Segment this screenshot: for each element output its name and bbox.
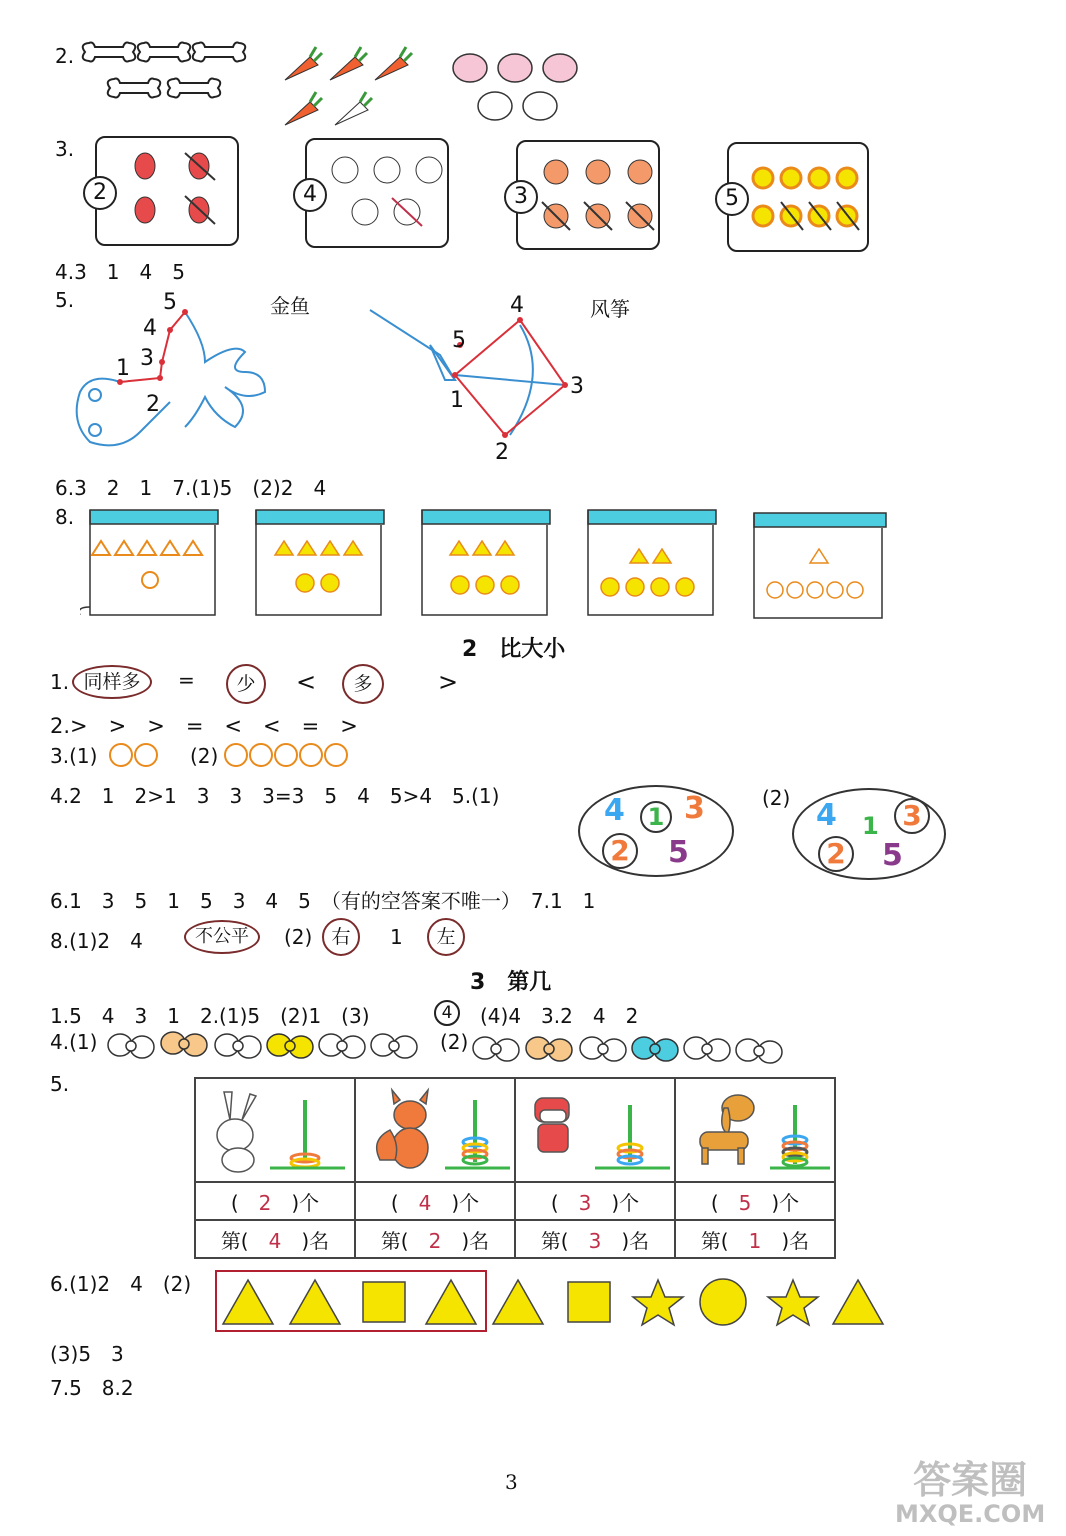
fox-cell <box>355 1078 515 1182</box>
s3-l4-a: 4.(1) <box>50 1030 98 1054</box>
s2-l1-prefix: 1. <box>50 670 70 694</box>
circled-number: 5 <box>715 182 749 216</box>
kite-dot-drawing <box>360 290 600 450</box>
watermark-bottom: MXQE.COM <box>895 1500 1046 1528</box>
sunflowers-icon <box>749 158 867 243</box>
count-cell-dog: ( 5 )个 <box>675 1182 835 1220</box>
count-cell-cow: ( 3 )个 <box>515 1182 675 1220</box>
s2-l6: 6.1 3 5 1 5 3 4 5 （有的空答案不唯一） 7.1 1 <box>50 889 596 913</box>
s2-l3-a: 3.(1) <box>50 744 98 768</box>
shapes-row <box>218 1272 888 1332</box>
rank-cell-rabbit: 第( 4 )名 <box>195 1220 355 1258</box>
circles-group-1 <box>108 742 163 768</box>
kite-num-5: 5 <box>452 328 466 353</box>
q2-label: 2. <box>55 44 75 68</box>
oval2-num-e: 5 <box>882 838 903 873</box>
s2-l2: 2.> > > = < < = > <box>50 714 358 738</box>
goldfish-num-1: 1 <box>116 356 130 381</box>
s2-l5-2: (2) <box>762 786 791 810</box>
section3-title: 3 第几 <box>470 970 552 995</box>
ring-toss-table <box>194 1077 836 1259</box>
section2-title: 2 比大小 <box>462 637 566 662</box>
kite-num-2: 2 <box>495 440 509 465</box>
peaches-illustration <box>450 48 590 128</box>
q6-7-answer: 6.3 2 1 7.(1)5 (2)2 4 <box>55 476 327 500</box>
oval2-num-d: 2 <box>818 836 854 872</box>
count-cell-rabbit: ( 2 )个 <box>195 1182 355 1220</box>
oval1-num-e: 5 <box>668 835 689 870</box>
flower-box-3 <box>516 140 660 250</box>
goldfish-label: 金鱼 <box>270 294 310 318</box>
circles-group-2 <box>223 742 353 768</box>
rank-cell-cow: 第( 3 )名 <box>515 1220 675 1258</box>
goldfish-num-5: 5 <box>163 290 177 315</box>
s3-l4-b: (2) <box>440 1030 469 1054</box>
circled-number: 4 <box>293 178 327 212</box>
bows-row-2 <box>470 1028 790 1068</box>
q4-answer: 4.3 1 4 5 <box>55 260 185 284</box>
count-cell-fox: ( 4 )个 <box>355 1182 515 1220</box>
carrots-illustration <box>280 45 420 130</box>
morning-glory-icon <box>327 150 447 235</box>
circled-number: 3 <box>504 180 538 214</box>
s2-l8-a: 8.(1)2 4 <box>50 929 143 953</box>
s3-l6-c: (3)5 3 <box>50 1342 124 1366</box>
s2-l4: 4.2 1 2>1 3 3 3=3 5 4 5>4 5.(1) <box>50 784 500 808</box>
oval-word-zuo: 左 <box>427 918 465 956</box>
q5-label: 5. <box>55 288 75 312</box>
rabbit-icon <box>200 1080 350 1176</box>
kite-num-4: 4 <box>510 293 524 318</box>
bows-row-1 <box>105 1025 425 1065</box>
kite-num-3: 3 <box>570 374 584 399</box>
s2-l3-b: (2) <box>190 744 219 768</box>
number-oval-1 <box>578 785 734 877</box>
goldfish-num-4: 4 <box>143 316 157 341</box>
s3-l6-a: 6.(1)2 4 (2) <box>50 1272 192 1296</box>
dog-icon <box>680 1080 830 1176</box>
s3-circled-4: 4 <box>434 1000 460 1026</box>
q3-label: 3. <box>55 137 75 161</box>
oval-word-bugongping: 不公平 <box>184 920 260 954</box>
flower-box-2 <box>305 138 449 248</box>
plum-blossoms-icon <box>538 154 658 239</box>
cow-cell <box>515 1078 675 1182</box>
oval1-num-d: 2 <box>602 833 638 869</box>
oval-word-duo: 多 <box>342 664 384 704</box>
kite-label: 风筝 <box>590 297 630 321</box>
s2-l8-b: (2) <box>284 925 313 949</box>
page-number: 3 <box>505 1470 518 1494</box>
watermark-top: 答案圈 <box>913 1458 1028 1502</box>
rabbit-cell <box>195 1078 355 1182</box>
oval1-num-a: 4 <box>604 793 625 828</box>
flower-box-1 <box>95 136 239 246</box>
fox-icon <box>360 1080 510 1176</box>
oval1-num-c: 3 <box>684 791 705 826</box>
oval1-num-b: 1 <box>640 801 672 833</box>
flower-box-4 <box>727 142 869 252</box>
watermark <box>895 1460 1045 1528</box>
oval-word-you: 右 <box>322 918 360 956</box>
oval2-num-c: 3 <box>894 798 930 834</box>
cow-icon <box>520 1080 670 1176</box>
goldfish-num-3: 3 <box>140 346 154 371</box>
s2-l1-sym-2: < <box>296 668 317 696</box>
s3-l1-b: (4)4 3.2 4 2 <box>480 1004 639 1028</box>
circled-number: 2 <box>83 176 117 210</box>
rank-cell-dog: 第( 1 )名 <box>675 1220 835 1258</box>
bones-illustration <box>80 40 260 110</box>
dog-cell <box>675 1078 835 1182</box>
s2-l1-sym-1: = <box>178 668 195 692</box>
s3-l7-8: 7.5 8.2 <box>50 1376 134 1400</box>
kite-num-1: 1 <box>450 388 464 413</box>
rank-cell-fox: 第( 2 )名 <box>355 1220 515 1258</box>
number-oval-2 <box>792 788 946 880</box>
tulips-icon <box>127 148 227 233</box>
s3-l1-a: 1.5 4 3 1 2.(1)5 (2)1 (3) <box>50 1004 370 1028</box>
scrolls-illustration <box>80 505 900 625</box>
s2-l8-mid: 1 <box>390 925 403 949</box>
oval-word-shao: 少 <box>226 664 266 704</box>
q8-label: 8. <box>55 505 75 529</box>
oval-word-tongyangduo: 同样多 <box>72 665 152 699</box>
oval2-num-a: 4 <box>816 798 837 833</box>
goldfish-num-2: 2 <box>146 392 160 417</box>
oval2-num-b: 1 <box>862 812 879 840</box>
s2-l1-sym-3: > <box>438 668 459 696</box>
s3-l5-label: 5. <box>50 1072 70 1096</box>
